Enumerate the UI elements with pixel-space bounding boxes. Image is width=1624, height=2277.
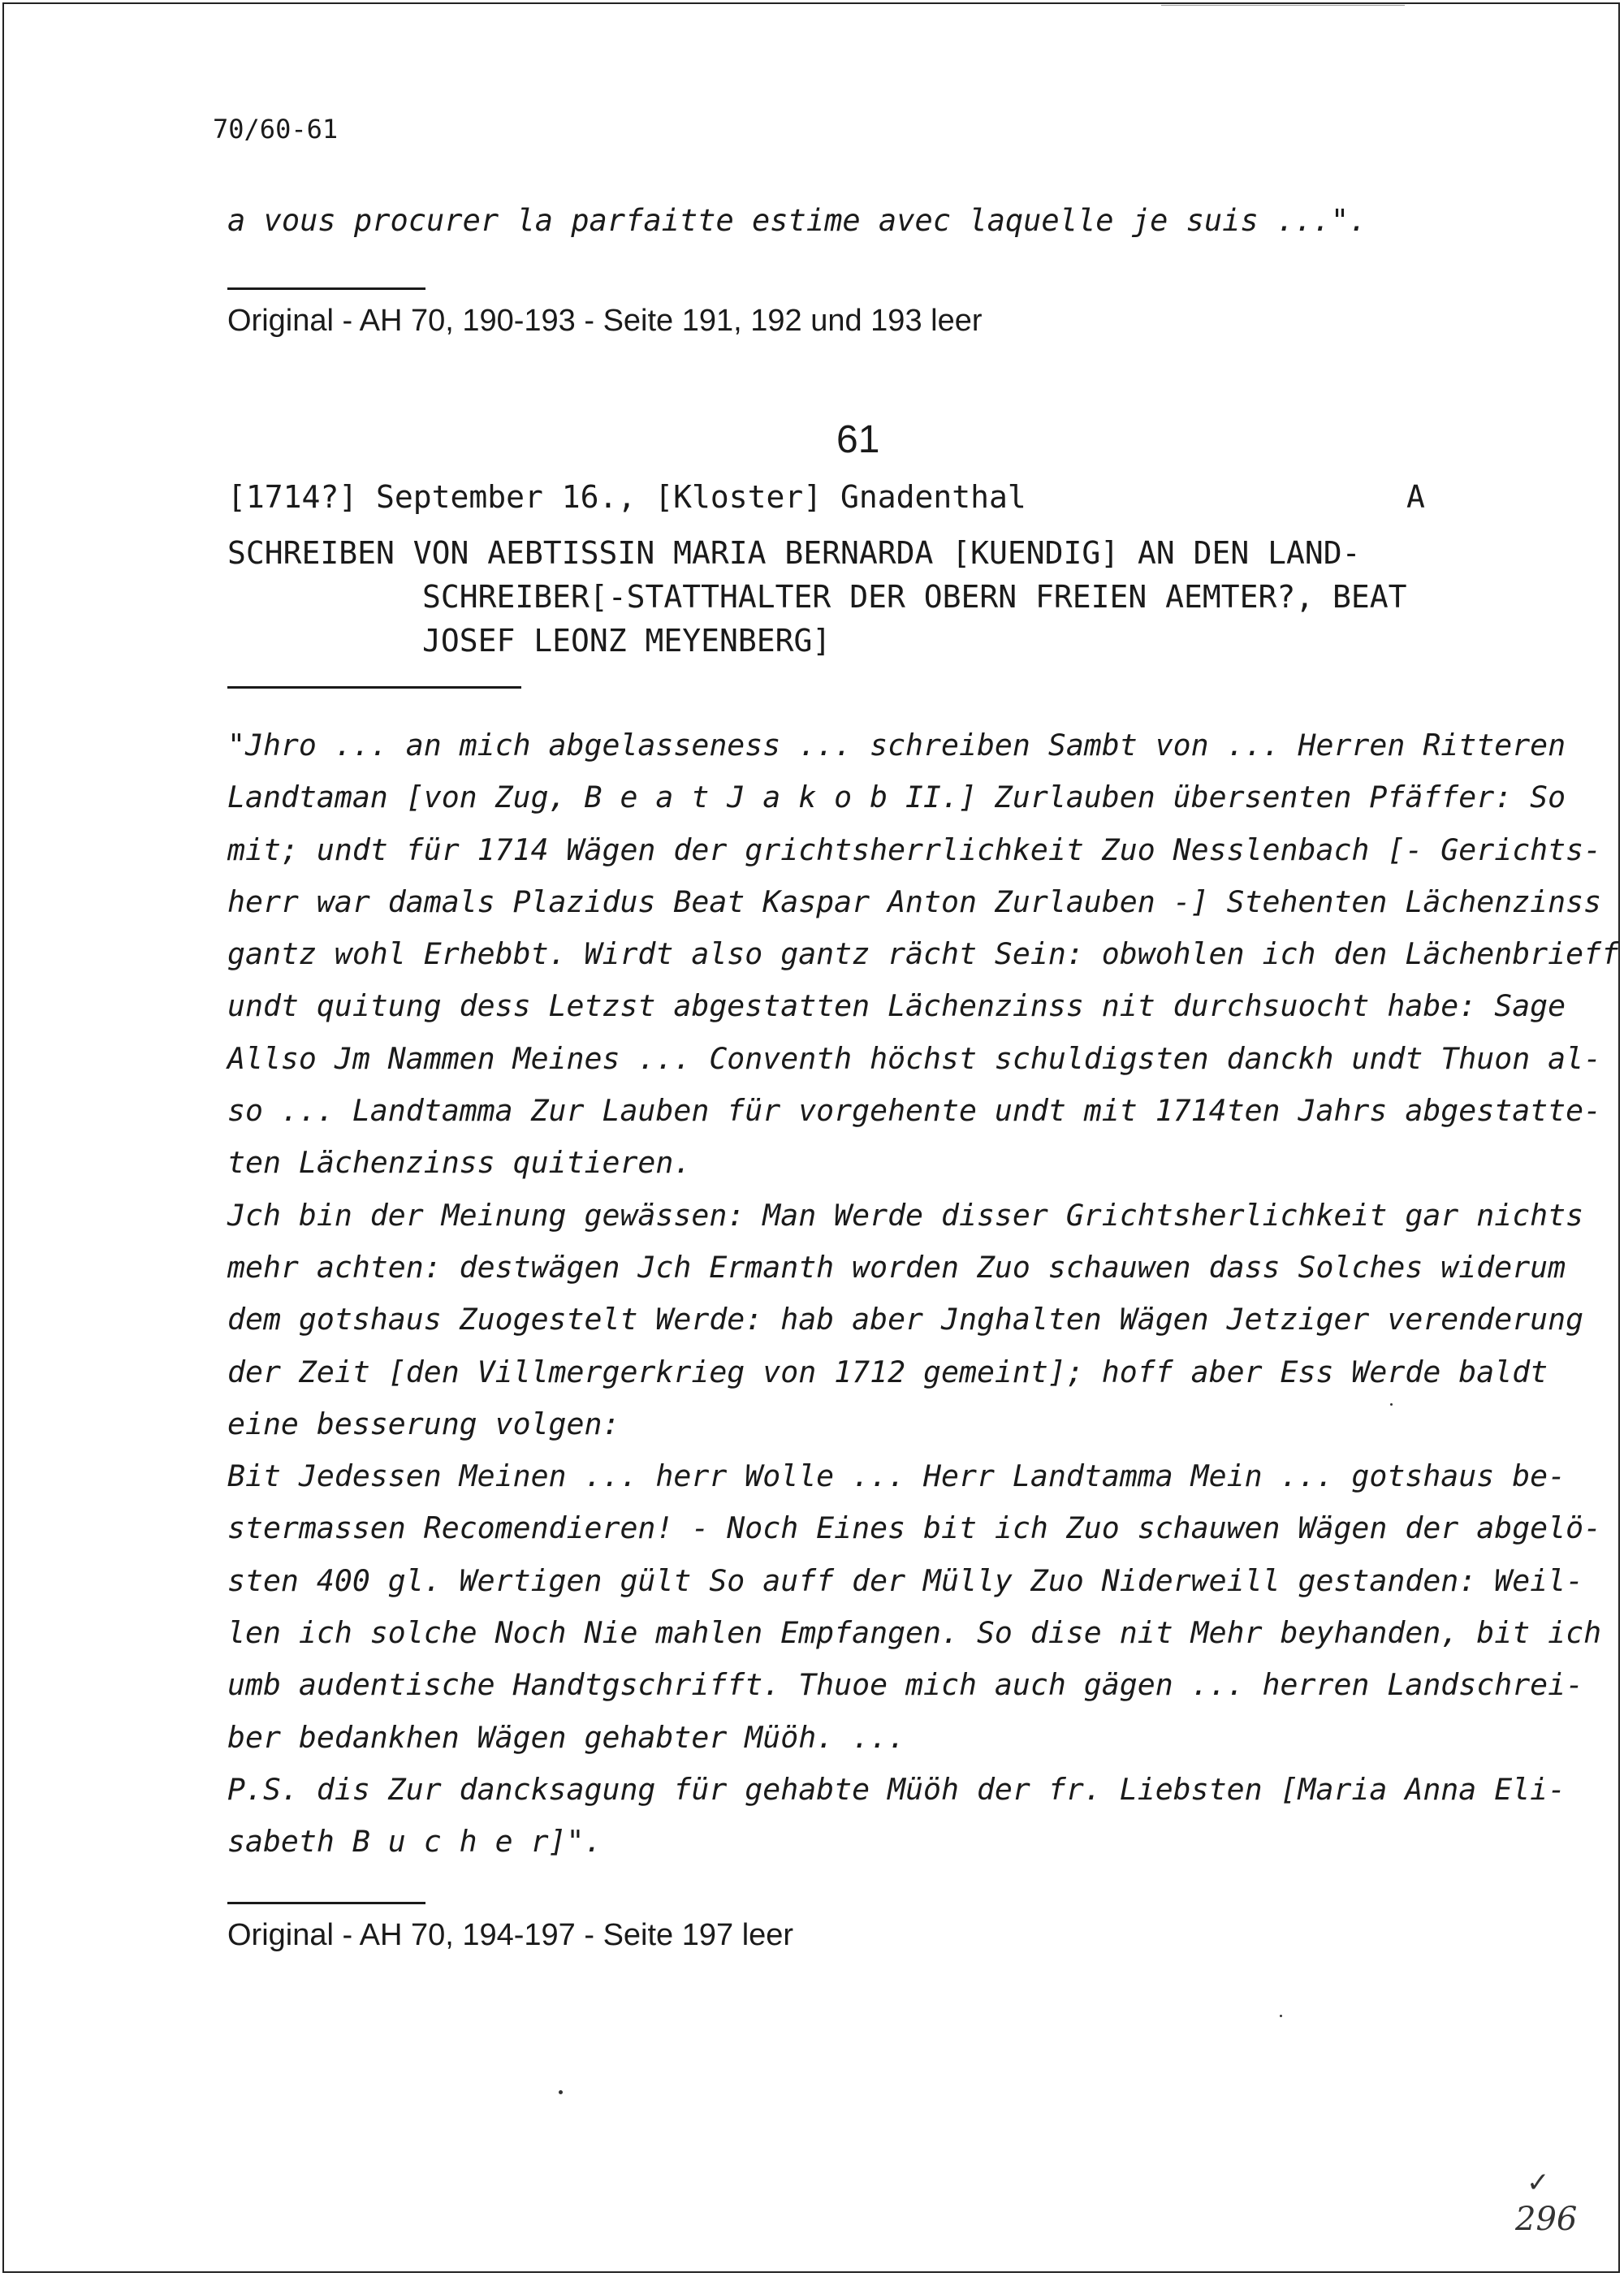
title-line: SCHREIBER[-STATTHALTER DER OBERN FREIEN AEMTER?, BEAT	[422, 579, 1407, 615]
body-line: Jch bin der Meinung gewässen: Man Werde disser Grichtsherlichkeit gar nichts	[227, 1197, 1584, 1233]
body-line: len ich solche Noch Nie mahlen Empfangen. So dise nit Mehr beyhanden, bit ich	[227, 1615, 1602, 1651]
body-line: der Zeit [den Villmergerkrieg von 1712 gemeint]; hoff aber Ess Werde baldt	[227, 1354, 1548, 1389]
body-line: so ... Landtamma Zur Lauben für vorgehente undt mit 1714ten Jahrs abgestatte-	[227, 1093, 1602, 1129]
body-line: P.S. dis Zur dancksagung für gehabte Müöh der fr. Liebsten [Maria Anna Eli-	[227, 1771, 1566, 1807]
body-line: sabeth B u c h e r]".	[227, 1824, 603, 1860]
original-reference-2: Original - AH 70, 194-197 - Seite 197 leer	[227, 1918, 794, 1952]
quote-ending: a vous procurer la parfaitte estime avec laquelle je suis ...".	[227, 203, 1367, 238]
body-line: mit; undt für 1714 Wägen der grichtsherrlichkeit Zuo Nesslenbach [- Gerichts-	[227, 832, 1602, 867]
scan-speck	[1390, 1403, 1393, 1406]
footnote-rule-1	[227, 287, 425, 290]
scan-speck	[559, 2090, 563, 2094]
document-category: A	[1406, 479, 1425, 515]
handwritten-page-number: 296	[1515, 2201, 1578, 2238]
body-line: umb audentische Handtgschrifft. Thuoe mich auch gägen ... herren Landschrei-	[227, 1667, 1584, 1703]
document-number: 61	[836, 418, 880, 461]
document-date-place: [1714?] September 16., [Kloster] Gnadenthal	[227, 479, 1026, 515]
body-line: Allso Jm Nammen Meines ... Conventh höchst schuldigsten danckh undt Thuon al-	[227, 1040, 1602, 1076]
check-mark-icon: ✓	[1527, 2167, 1550, 2199]
footnote-rule-2	[227, 1902, 425, 1904]
body-line: gantz wohl Erhebbt. Wirdt also gantz rächt Sein: obwohlen ich den Lächenbrieff	[227, 936, 1620, 972]
original-reference-1: Original - AH 70, 190-193 - Seite 191, 192 und 193 leer	[227, 304, 983, 338]
body-line: "Jhro ... an mich abgelasseness ... schreiben Sambt von ... Herren Ritteren	[227, 728, 1566, 763]
body-line: eine besserung volgen:	[227, 1406, 620, 1441]
title-rule	[227, 686, 521, 689]
scan-artifact-line	[1161, 5, 1405, 6]
body-line: undt quitung dess Letzst abgestatten Lächenzinss nit durchsuocht habe: Sage	[227, 988, 1566, 1024]
body-line: herr war damals Plazidus Beat Kaspar Anton Zurlauben -] Stehenten Lächenzinss	[227, 884, 1602, 919]
body-line: stermassen Recomendieren! - Noch Eines bit ich Zuo schauwen Wägen der abgelö-	[227, 1510, 1602, 1546]
title-line: SCHREIBEN VON AEBTISSIN MARIA BERNARDA [KUENDIG] AN DEN LAND-	[227, 535, 1361, 571]
scan-speck	[1280, 2015, 1282, 2017]
body-line: ten Lächenzinss quitieren.	[227, 1145, 692, 1181]
letter-body	[227, 719, 1620, 1869]
page-reference: 70/60-61	[213, 114, 339, 145]
body-line: ber bedankhen Wägen gehabter Müöh. ...	[227, 1719, 906, 1755]
title-line: JOSEF LEONZ MEYENBERG]	[422, 623, 831, 659]
body-line: Landtaman [von Zug, B e a t J a k o b II.] Zurlauben übersenten Pfäffer: So	[227, 780, 1566, 815]
document-title	[227, 531, 1407, 663]
body-line: Bit Jedessen Meinen ... herr Wolle ... Herr Landtamma Mein ... gotshaus be-	[227, 1458, 1566, 1494]
body-line: mehr achten: destwägen Jch Ermanth worden Zuo schauwen dass Solches widerum	[227, 1249, 1566, 1285]
body-line: dem gotshaus Zuogestelt Werde: hab aber Jnghalten Wägen Jetziger verenderung	[227, 1302, 1584, 1337]
body-line: sten 400 gl. Wertigen gült So auff der Mülly Zuo Niderweill gestanden: Weil-	[227, 1562, 1584, 1598]
